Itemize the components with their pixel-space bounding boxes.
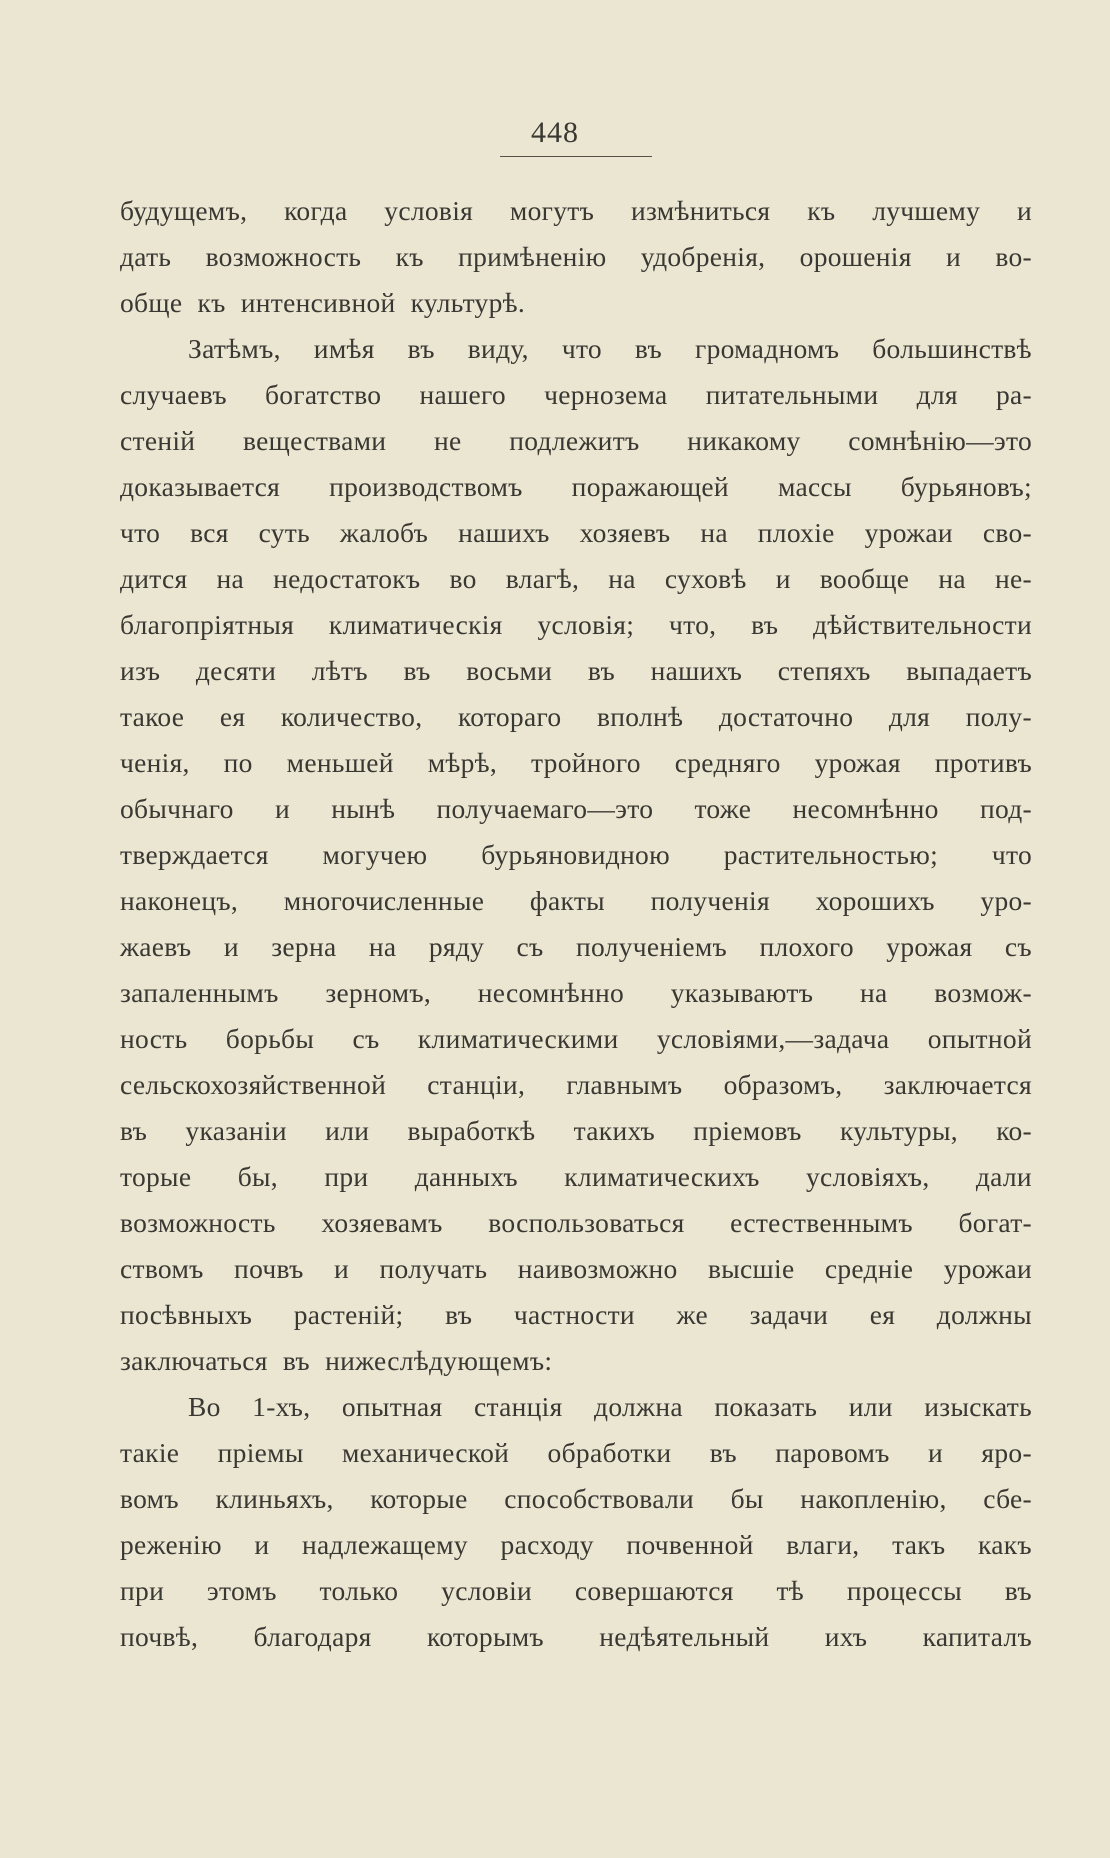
text-line: случаевъ богатство нашего чернозема питательными для ра- — [120, 379, 1032, 410]
text-line: запаленнымъ зерномъ, несомнѣнно указываютъ на возмож- — [120, 977, 1032, 1008]
text-line: ность борьбы съ климатическими условіями,—задача опытной — [120, 1023, 1032, 1054]
text-line: почвѣ, благодаря которымъ недѣятельный ихъ капиталъ — [120, 1621, 1032, 1652]
text-line: обще къ интенсивной культурѣ. — [120, 287, 526, 318]
page-number: 448 — [531, 116, 579, 149]
text-line: благопріятныя климатическія условія; что, въ дѣйствительности — [120, 609, 1032, 640]
text-line: Во 1-хъ, опытная станція должна показать или изыскать — [188, 1391, 1032, 1422]
text-line: торые бы, при данныхъ климатическихъ условіяхъ, дали — [120, 1161, 1032, 1192]
text-line: ченія, по меньшей мѣрѣ, тройного средняго урожая противъ — [120, 747, 1032, 778]
text-line: дать возможность къ примѣненію удобренія, орошенія и во- — [120, 241, 1032, 272]
text-line: жаевъ и зерна на ряду съ полученіемъ плохого урожая съ — [120, 931, 1032, 962]
text-line: обычнаго и нынѣ получаемаго—это тоже несомнѣнно под- — [120, 793, 1032, 824]
text-line: доказывается производствомъ поражающей массы бурьяновъ; — [120, 471, 1032, 502]
text-line: въ указаніи или выработкѣ такихъ пріемовъ культуры, ко- — [120, 1115, 1032, 1146]
text-line: возможность хозяевамъ воспользоваться естественнымъ богат- — [120, 1207, 1032, 1238]
text-line: такое ея количество, котораго вполнѣ достаточно для полу- — [120, 701, 1032, 732]
text-line: сельскохозяйственной станціи, главнымъ образомъ, заключается — [120, 1069, 1032, 1100]
text-line: при этомъ только условіи совершаются тѣ процессы въ — [120, 1575, 1032, 1606]
text-line: реженію и надлежащему расходу почвенной влаги, такъ какъ — [120, 1529, 1032, 1560]
text-line: наконецъ, многочисленные факты полученія хорошихъ уро- — [120, 885, 1032, 916]
text-line: тверждается могучею бурьяновидною растительностью; что — [120, 839, 1032, 870]
text-line: стеній веществами не подлежитъ никакому сомнѣнію—это — [120, 425, 1032, 456]
text-line: изъ десяти лѣтъ въ восьми въ нашихъ степяхъ выпадаетъ — [120, 655, 1032, 686]
text-line: будущемъ, когда условія могутъ измѣниться къ лучшему и — [120, 195, 1032, 226]
page-number-rule — [500, 156, 652, 157]
text-line: ствомъ почвъ и получать наивозможно высшіе средніе урожаи — [120, 1253, 1032, 1284]
text-line: посѣвныхъ растеній; въ частности же задачи ея должны — [120, 1299, 1032, 1330]
text-line: вомъ клиньяхъ, которые способствовали бы накопленію, сбе- — [120, 1483, 1032, 1514]
text-line: Затѣмъ, имѣя въ виду, что въ громадномъ большинствѣ — [188, 333, 1032, 364]
text-line: такіе пріемы механической обработки въ паровомъ и яро- — [120, 1437, 1032, 1468]
text-line: дится на недостатокъ во влагѣ, на суховѣ и вообще на не- — [120, 563, 1032, 594]
text-line: заключаться въ нижеслѣдующемъ: — [120, 1345, 553, 1376]
text-line: что вся суть жалобъ нашихъ хозяевъ на плохіе урожаи сво- — [120, 517, 1032, 548]
body-text — [120, 188, 1032, 1660]
